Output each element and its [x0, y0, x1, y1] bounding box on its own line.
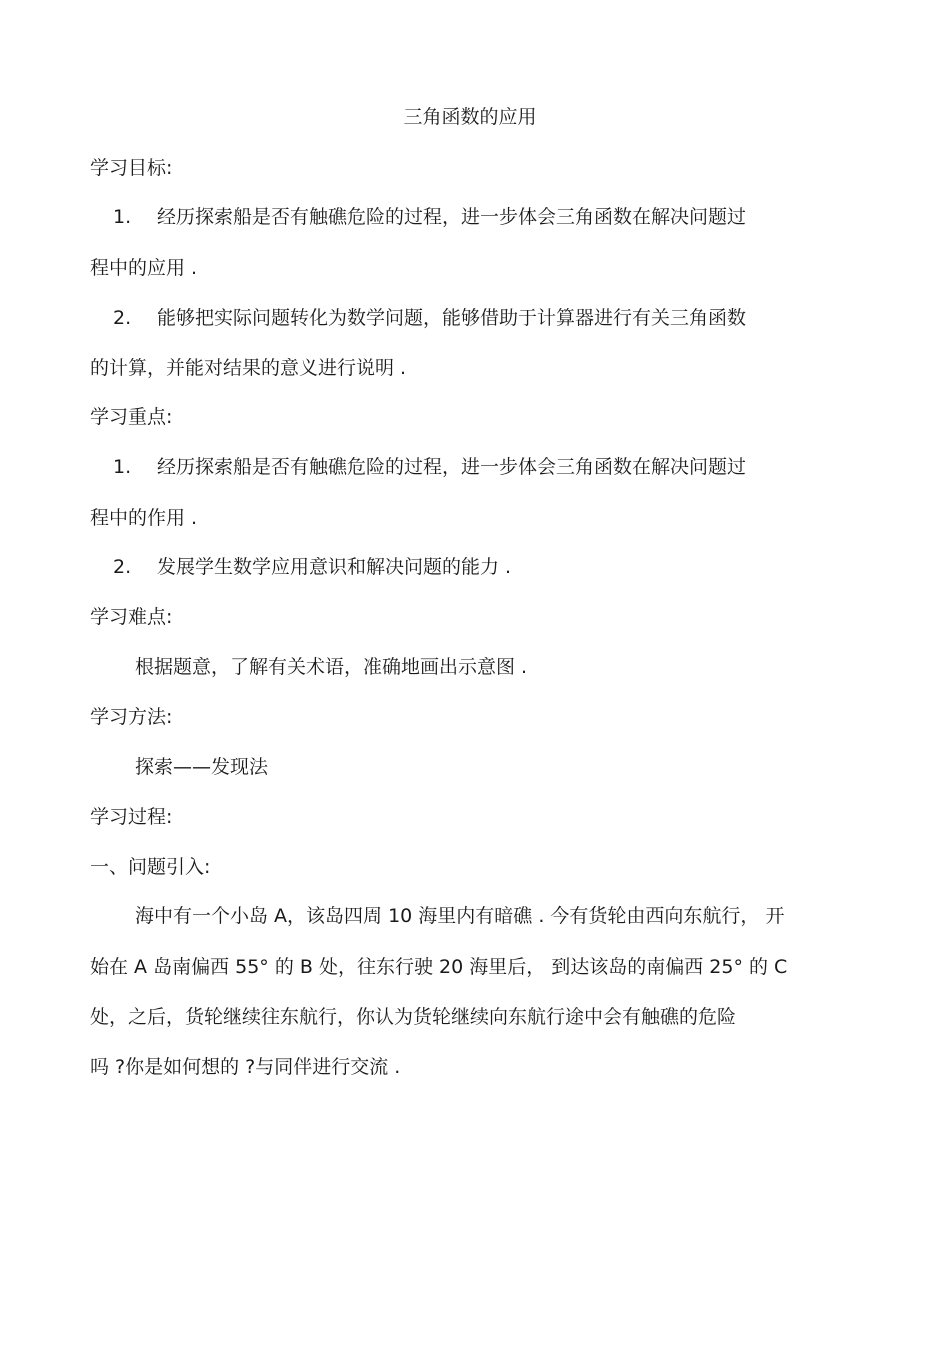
difficulties-text: 根据题意，了解有关术语，准确地画出示意图 .	[135, 656, 528, 678]
key-points-heading: 学习重点:	[90, 406, 173, 428]
method-text: 探索——发现法	[135, 756, 269, 778]
objective-2-text: 能够把实际问题转化为数学问题，能够借助于计算器进行有关三角函数	[157, 307, 747, 329]
process-heading: 学习过程:	[90, 806, 173, 828]
intro-paragraph-line-2: 始在 A 岛南偏西 55° 的 B 处，往东行驶 20 海里后， 到达该岛的南偏西 25° 的 C	[90, 956, 788, 978]
page-title: 三角函数的应用	[403, 106, 537, 128]
intro-paragraph-line-1: 海中有一个小岛 A，该岛四周 10 海里内有暗礁 . 今有货轮由西向东航行， 开	[135, 905, 785, 927]
objective-2-text-cont: 的计算，并能对结果的意义进行说明 .	[90, 357, 407, 379]
method-heading: 学习方法:	[90, 706, 173, 728]
intro-paragraph-line-4: 吗 ?你是如何想的 ?与同伴进行交流 .	[90, 1056, 401, 1078]
key-point-2-text: 发展学生数学应用意识和解决问题的能力 .	[157, 556, 512, 578]
objective-2-number: 2.	[113, 307, 132, 329]
difficulties-heading: 学习难点:	[90, 606, 173, 628]
objectives-heading: 学习目标:	[90, 157, 173, 179]
key-point-1-text-cont: 程中的作用 .	[90, 507, 198, 529]
key-point-1-number: 1.	[113, 456, 132, 478]
intro-heading: 一、问题引入:	[90, 856, 211, 878]
key-point-2-number: 2.	[113, 556, 132, 578]
key-point-1-text: 经历探索船是否有触礁危险的过程，进一步体会三角函数在解决问题过	[157, 456, 747, 478]
objective-1-text: 经历探索船是否有触礁危险的过程，进一步体会三角函数在解决问题过	[157, 206, 747, 228]
objective-1-number: 1.	[113, 206, 132, 228]
objective-1-text-cont: 程中的应用 .	[90, 257, 198, 279]
intro-paragraph-line-3: 处，之后，货轮继续往东航行，你认为货轮继续向东航行途中会有触礁的危险	[90, 1006, 737, 1028]
